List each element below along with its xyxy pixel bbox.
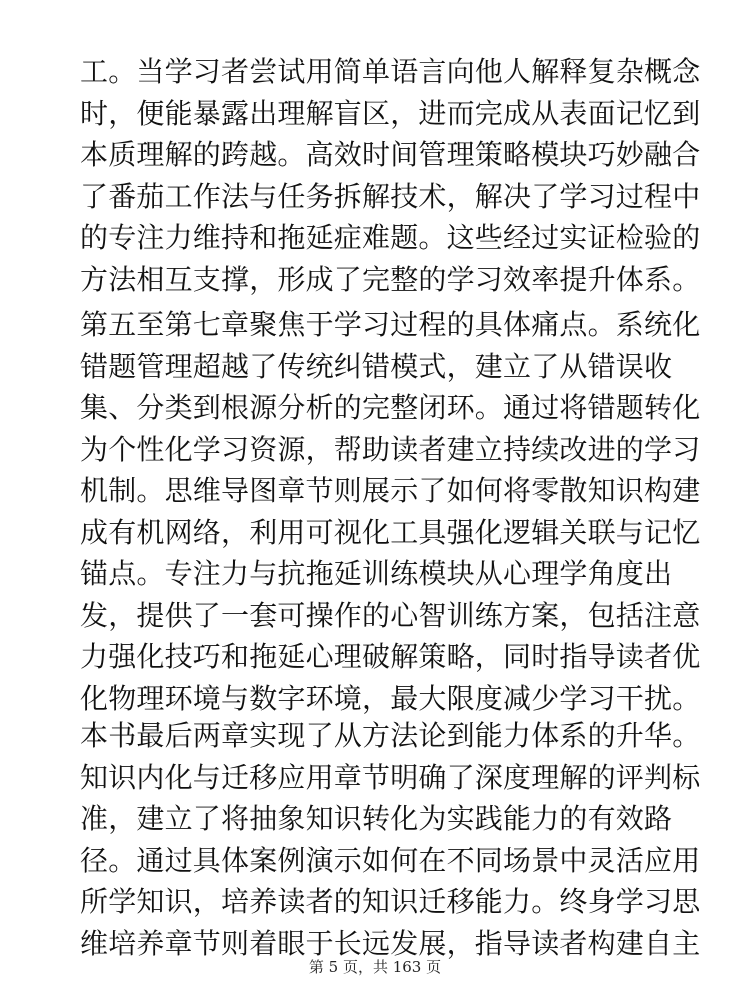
text-line: 径。通过具体案例演示如何在不同场景中灵活应用 [80, 843, 701, 877]
text-line: 锚点。专注力与抗拖延训练模块从心理学角度出 [80, 557, 673, 590]
text-line: 机制。思维导图章节则展示了如何将零散知识构建 [80, 474, 701, 507]
text-line: 成有机网络，利用可视化工具强化逻辑关联与记忆 [80, 515, 701, 549]
text-line: 为个性化学习资源，帮助读者建立持续改进的学习 [80, 432, 701, 466]
text-line: 方法相互支撑，形成了完整的学习效率提升体系。 [80, 262, 701, 296]
paragraph-2 [80, 304, 700, 719]
text-line: 本质理解的跨越。高效时间管理策略模块巧妙融合 [80, 138, 701, 171]
text-line: 集、分类到根源分析的完整闭环。通过将错题转化 [80, 391, 701, 424]
text-line: 第五至第七章聚焦于学习过程的具体痛点。系统化 [80, 308, 701, 341]
text-line: 所学知识，培养读者的知识迁移能力。终身学习思 [80, 885, 701, 918]
text-line: 了番茄工作法与任务拆解技术，解决了学习过程中 [80, 179, 701, 213]
text-line: 错题管理超越了传统纠错模式，建立了从错误收 [80, 349, 673, 383]
text-line: 知识内化与迁移应用章节明确了深度理解的评判标 [80, 760, 701, 794]
text-line: 发，提供了一套可操作的心智训练方案，包括注意 [80, 598, 701, 632]
text-line: 力强化技巧和拖延心理破解策略，同时指导读者优 [80, 640, 701, 673]
paragraph-1 [80, 51, 700, 300]
text-line: 的专注力维持和拖延症难题。这些经过实证检验的 [80, 221, 701, 254]
paragraph-3 [80, 715, 700, 964]
text-line: 化物理环境与数字环境，最大限度减少学习干扰。 [80, 681, 701, 715]
text-line: 维培养章节则着眼于长远发展，指导读者构建自主 [80, 926, 701, 960]
page-number-footer: 第 5 页，共 163 页 [308, 958, 442, 976]
text-line: 准，建立了将抽象知识转化为实践能力的有效路 [80, 802, 673, 835]
text-line: 工。当学习者尝试用简单语言向他人解释复杂概念 [80, 55, 701, 88]
text-line: 时，便能暴露出理解盲区，进而完成从表面记忆到 [80, 96, 701, 130]
text-line: 本书最后两章实现了从方法论到能力体系的升华。 [80, 719, 701, 752]
